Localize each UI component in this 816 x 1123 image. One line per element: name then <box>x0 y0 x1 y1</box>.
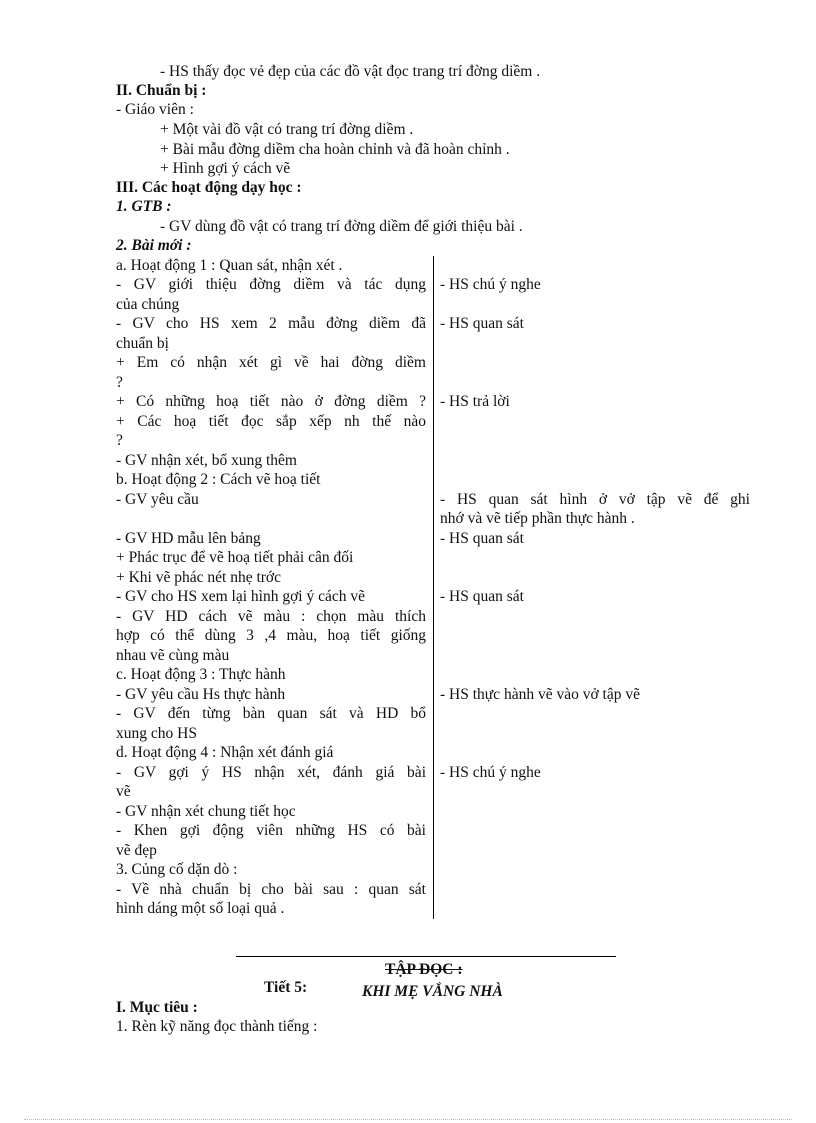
gtb-text: - GV dùng đồ vật có trang trí đờng diềm để giới thiệu bài . <box>160 218 523 235</box>
giao-vien-label: - Giáo viên : <box>116 101 194 118</box>
prep-item: + Hình gợi ý cách vẽ <box>160 160 291 177</box>
right-line: - HS chú ý nghe <box>440 764 541 781</box>
left-line: - GV nhận xét chung tiết học <box>116 803 296 820</box>
left-line: + Có những hoạ tiết nào ở đờng diềm ? <box>116 393 426 410</box>
left-line: + Các hoạ tiết đọc sắp xếp nh thế nào <box>116 413 426 430</box>
left-line: + Phác trục để vẽ hoạ tiết phải cân đối <box>116 549 354 566</box>
right-line: - HS quan sát <box>440 530 524 547</box>
left-line: - Khen gợi động viên những HS có bài <box>116 822 426 839</box>
left-line: ? <box>116 432 123 449</box>
left-line: hình dáng một số loại quả . <box>116 900 285 917</box>
left-line: - GV đến từng bàn quan sát và HD bổ <box>116 705 426 722</box>
subject-heading: TẬP ĐỌC : <box>385 961 463 978</box>
right-line: nhớ và vẽ tiếp phần thực hành . <box>440 510 635 527</box>
left-line: nhau vẽ cùng màu <box>116 647 230 664</box>
muc-tieu-heading: I. Mục tiêu : <box>116 999 198 1016</box>
left-line: - GV gợi ý HS nhận xét, đánh giá bài <box>116 764 426 781</box>
prep-item: + Một vài đồ vật có trang trí đờng diềm . <box>160 121 414 138</box>
left-line: của chúng <box>116 296 180 313</box>
gtb-heading: 1. GTB : <box>116 198 172 215</box>
left-line: - GV yêu cầu Hs thực hành <box>116 686 286 703</box>
lesson-period: Tiết 5: <box>264 979 308 996</box>
left-line: - GV cho HS xem 2 mẫu đờng diềm đã <box>116 315 426 332</box>
right-line: - HS quan sát <box>440 315 524 332</box>
section-divider <box>236 956 616 957</box>
left-line: - GV cho HS xem lại hình gợi ý cách vẽ <box>116 588 365 605</box>
intro-text: - HS thấy đọc vẻ đẹp của các đồ vật đọc trang trí đờng diềm . <box>160 63 541 80</box>
page-bottom-border <box>24 1119 792 1120</box>
left-line: + Khi vẽ phác nét nhẹ trớc <box>116 569 281 586</box>
left-line: d. Hoạt động 4 : Nhận xét đánh giá <box>116 744 334 761</box>
prep-item: + Bài mẫu đờng diềm cha hoàn chỉnh và đã hoàn chỉnh . <box>160 141 510 158</box>
left-line: chuẩn bị <box>116 335 169 352</box>
left-line: - GV yêu cầu <box>116 491 199 508</box>
section-heading-hoat-dong: III. Các hoạt động dạy học : <box>116 179 302 196</box>
right-line: - HS quan sát hình ở vở tập vẽ để ghi <box>440 491 750 508</box>
right-line: - HS chú ý nghe <box>440 276 541 293</box>
left-line: 3. Củng cố dặn dò : <box>116 861 238 878</box>
bai-moi-heading: 2. Bài mới : <box>116 237 192 254</box>
left-line: vẽ đẹp <box>116 842 157 859</box>
table-column-divider <box>433 256 434 919</box>
left-line: - GV giới thiệu đờng diềm và tác dụng <box>116 276 426 293</box>
right-line: - HS quan sát <box>440 588 524 605</box>
left-line: a. Hoạt động 1 : Quan sát, nhận xét . <box>116 257 343 274</box>
left-line: c. Hoạt động 3 : Thực hành <box>116 666 286 683</box>
lesson-title: KHI MẸ VẮNG NHÀ <box>362 983 503 1000</box>
objective-item: 1. Rèn kỹ năng đọc thành tiếng : <box>116 1018 318 1035</box>
left-line: hợp có thể dùng 3 ,4 màu, hoạ tiết giống <box>116 627 426 644</box>
right-line: - HS trả lời <box>440 393 510 410</box>
left-line: xung cho HS <box>116 725 197 742</box>
section-heading-chuan-bi: II. Chuẩn bị : <box>116 82 207 99</box>
left-line: - Về nhà chuẩn bị cho bài sau : quan sát <box>116 881 426 898</box>
right-line: - HS thực hành vẽ vào vở tập vẽ <box>440 686 640 703</box>
left-line: ? <box>116 374 123 391</box>
left-line: b. Hoạt động 2 : Cách vẽ hoạ tiết <box>116 471 321 488</box>
left-line: - GV nhận xét, bổ xung thêm <box>116 452 297 469</box>
left-line: - GV HD cách vẽ màu : chọn màu thích <box>116 608 426 625</box>
left-line: + Em có nhận xét gì về hai đờng diềm <box>116 354 426 371</box>
left-line: vẽ <box>116 783 131 800</box>
left-line: - GV HD mẫu lên bảng <box>116 530 261 547</box>
